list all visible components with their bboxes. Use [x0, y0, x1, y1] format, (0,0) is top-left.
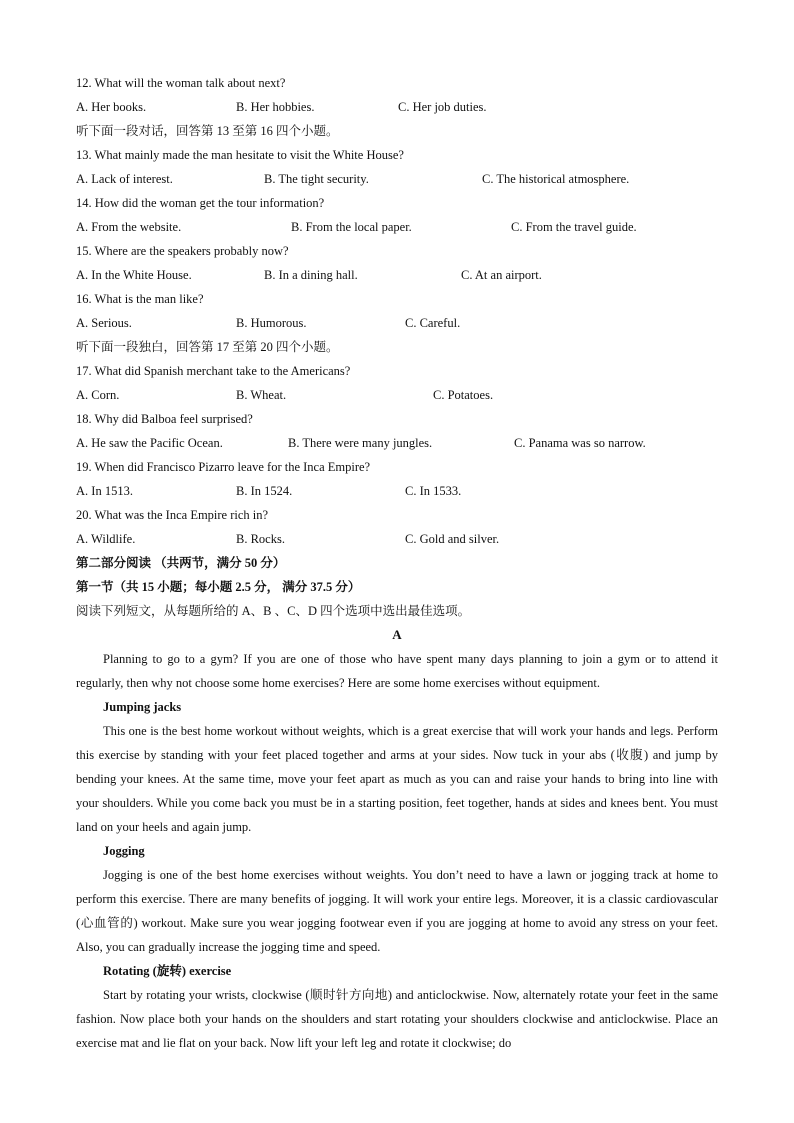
- part2-heading: 第二部分阅读 （共两节，满分 50 分）: [76, 556, 286, 570]
- q13-option-b: B. The tight security.: [264, 172, 369, 186]
- q13-option-a: A. Lack of interest.: [76, 172, 173, 186]
- q15-option-a: A. In the White House.: [76, 268, 192, 282]
- paragraph-jumping-jacks: This one is the best home workout without weights, which is a great exercise that will work your hands and legs. Perform this exercise by standing with your feet placed together and arms at your sides. Now tuck in your abs (收腹) and jump by bending your knees. At the same time, move your feet apart as much as you can and raise your hands to bring into line with your shoulders. While you come back you must be in a starting position, feet together, hands at sides and knees bent. You must land on your heels and again jump.: [76, 724, 718, 834]
- instruction-13-16: 听下面一段对话，回答第 13 至第 16 四个小题。: [76, 124, 339, 138]
- q20-option-b: B. Rocks.: [236, 532, 285, 546]
- q16-option-c: C. Careful.: [405, 316, 461, 330]
- question-17: 17. What did Spanish merchant take to the Americans?: [76, 364, 351, 378]
- q12-option-c: C. Her job duties.: [398, 100, 487, 114]
- reading-direction: 阅读下列短文，从每题所给的 A、B 、C、D 四个选项中选出最佳选项。: [76, 604, 471, 618]
- q20-option-c: C. Gold and silver.: [405, 532, 500, 546]
- q15-option-c: C. At an airport.: [461, 268, 542, 282]
- question-12: 12. What will the woman talk about next?: [76, 76, 286, 90]
- q16-option-b: B. Humorous.: [236, 316, 307, 330]
- q17-option-c: C. Potatoes.: [433, 388, 494, 402]
- question-18: 18. Why did Balboa feel surprised?: [76, 412, 253, 426]
- q12-option-a: A. Her books.: [76, 100, 147, 114]
- instruction-17-20: 听下面一段独白，回答第 17 至第 20 四个小题。: [76, 340, 339, 354]
- q13-option-c: C. The historical atmosphere.: [482, 172, 630, 186]
- q19-option-b: B. In 1524.: [236, 484, 293, 498]
- q18-option-c: C. Panama was so narrow.: [514, 436, 646, 450]
- q17-option-b: B. Wheat.: [236, 388, 287, 402]
- q18-option-a: A. He saw the Pacific Ocean.: [76, 436, 223, 450]
- question-20: 20. What was the Inca Empire rich in?: [76, 508, 269, 522]
- q15-option-b: B. In a dining hall.: [264, 268, 358, 282]
- subheading-rotating: Rotating (旋转) exercise: [103, 964, 232, 978]
- passage-label: A: [392, 627, 402, 642]
- question-14: 14. How did the woman get the tour information?: [76, 196, 325, 210]
- question-16: 16. What is the man like?: [76, 292, 204, 306]
- subheading-jogging: Jogging: [103, 844, 145, 858]
- q12-option-b: B. Her hobbies.: [236, 100, 315, 114]
- q19-option-a: A. In 1513.: [76, 484, 133, 498]
- paragraph-jogging: Jogging is one of the best home exercises without weights. You don’t need to have a lawn or jogging track at home to perform this exercise. There are many benefits of jogging. It will work your entire legs. Moreover, it is a classic cardiovascular (心血管的) workout. Make sure you wear jogging footwear even if you are jogging at home to avoid any stress on your feet. Also, you can gradually increase the jogging time and speed.: [76, 868, 718, 954]
- q14-option-b: B. From the local paper.: [291, 220, 412, 234]
- paragraph-rotating: Start by rotating your wrists, clockwise (顺时针方向地) and anticlockwise. Now, alternately rotate your feet in the same fashion. Now place both your hands on the shoulders and start rotating your shoulders clockwise and anticlockwise. Place an exercise mat and lie flat on your back. Now lift your left leg and rotate it clockwise; do: [76, 988, 718, 1050]
- question-19: 19. When did Francisco Pizarro leave for the Inca Empire?: [76, 460, 371, 474]
- q14-option-a: A. From the website.: [76, 220, 182, 234]
- passage-intro: Planning to go to a gym? If you are one of those who have spent many days planning to join a gym or to attend it regularly, then why not choose some home exercises? Here are some home exercises without equipment.: [76, 652, 718, 690]
- q19-option-c: C. In 1533.: [405, 484, 462, 498]
- subheading-jumping-jacks: Jumping jacks: [103, 700, 182, 714]
- q20-option-a: A. Wildlife.: [76, 532, 136, 546]
- section1-heading: 第一节（共 15 小题；每小题 2.5 分， 满分 37.5 分）: [76, 580, 361, 594]
- q17-option-a: A. Corn.: [76, 388, 120, 402]
- question-13: 13. What mainly made the man hesitate to visit the White House?: [76, 148, 404, 162]
- q14-option-c: C. From the travel guide.: [511, 220, 637, 234]
- q16-option-a: A. Serious.: [76, 316, 132, 330]
- q18-option-b: B. There were many jungles.: [288, 436, 433, 450]
- question-15: 15. Where are the speakers probably now?: [76, 244, 289, 258]
